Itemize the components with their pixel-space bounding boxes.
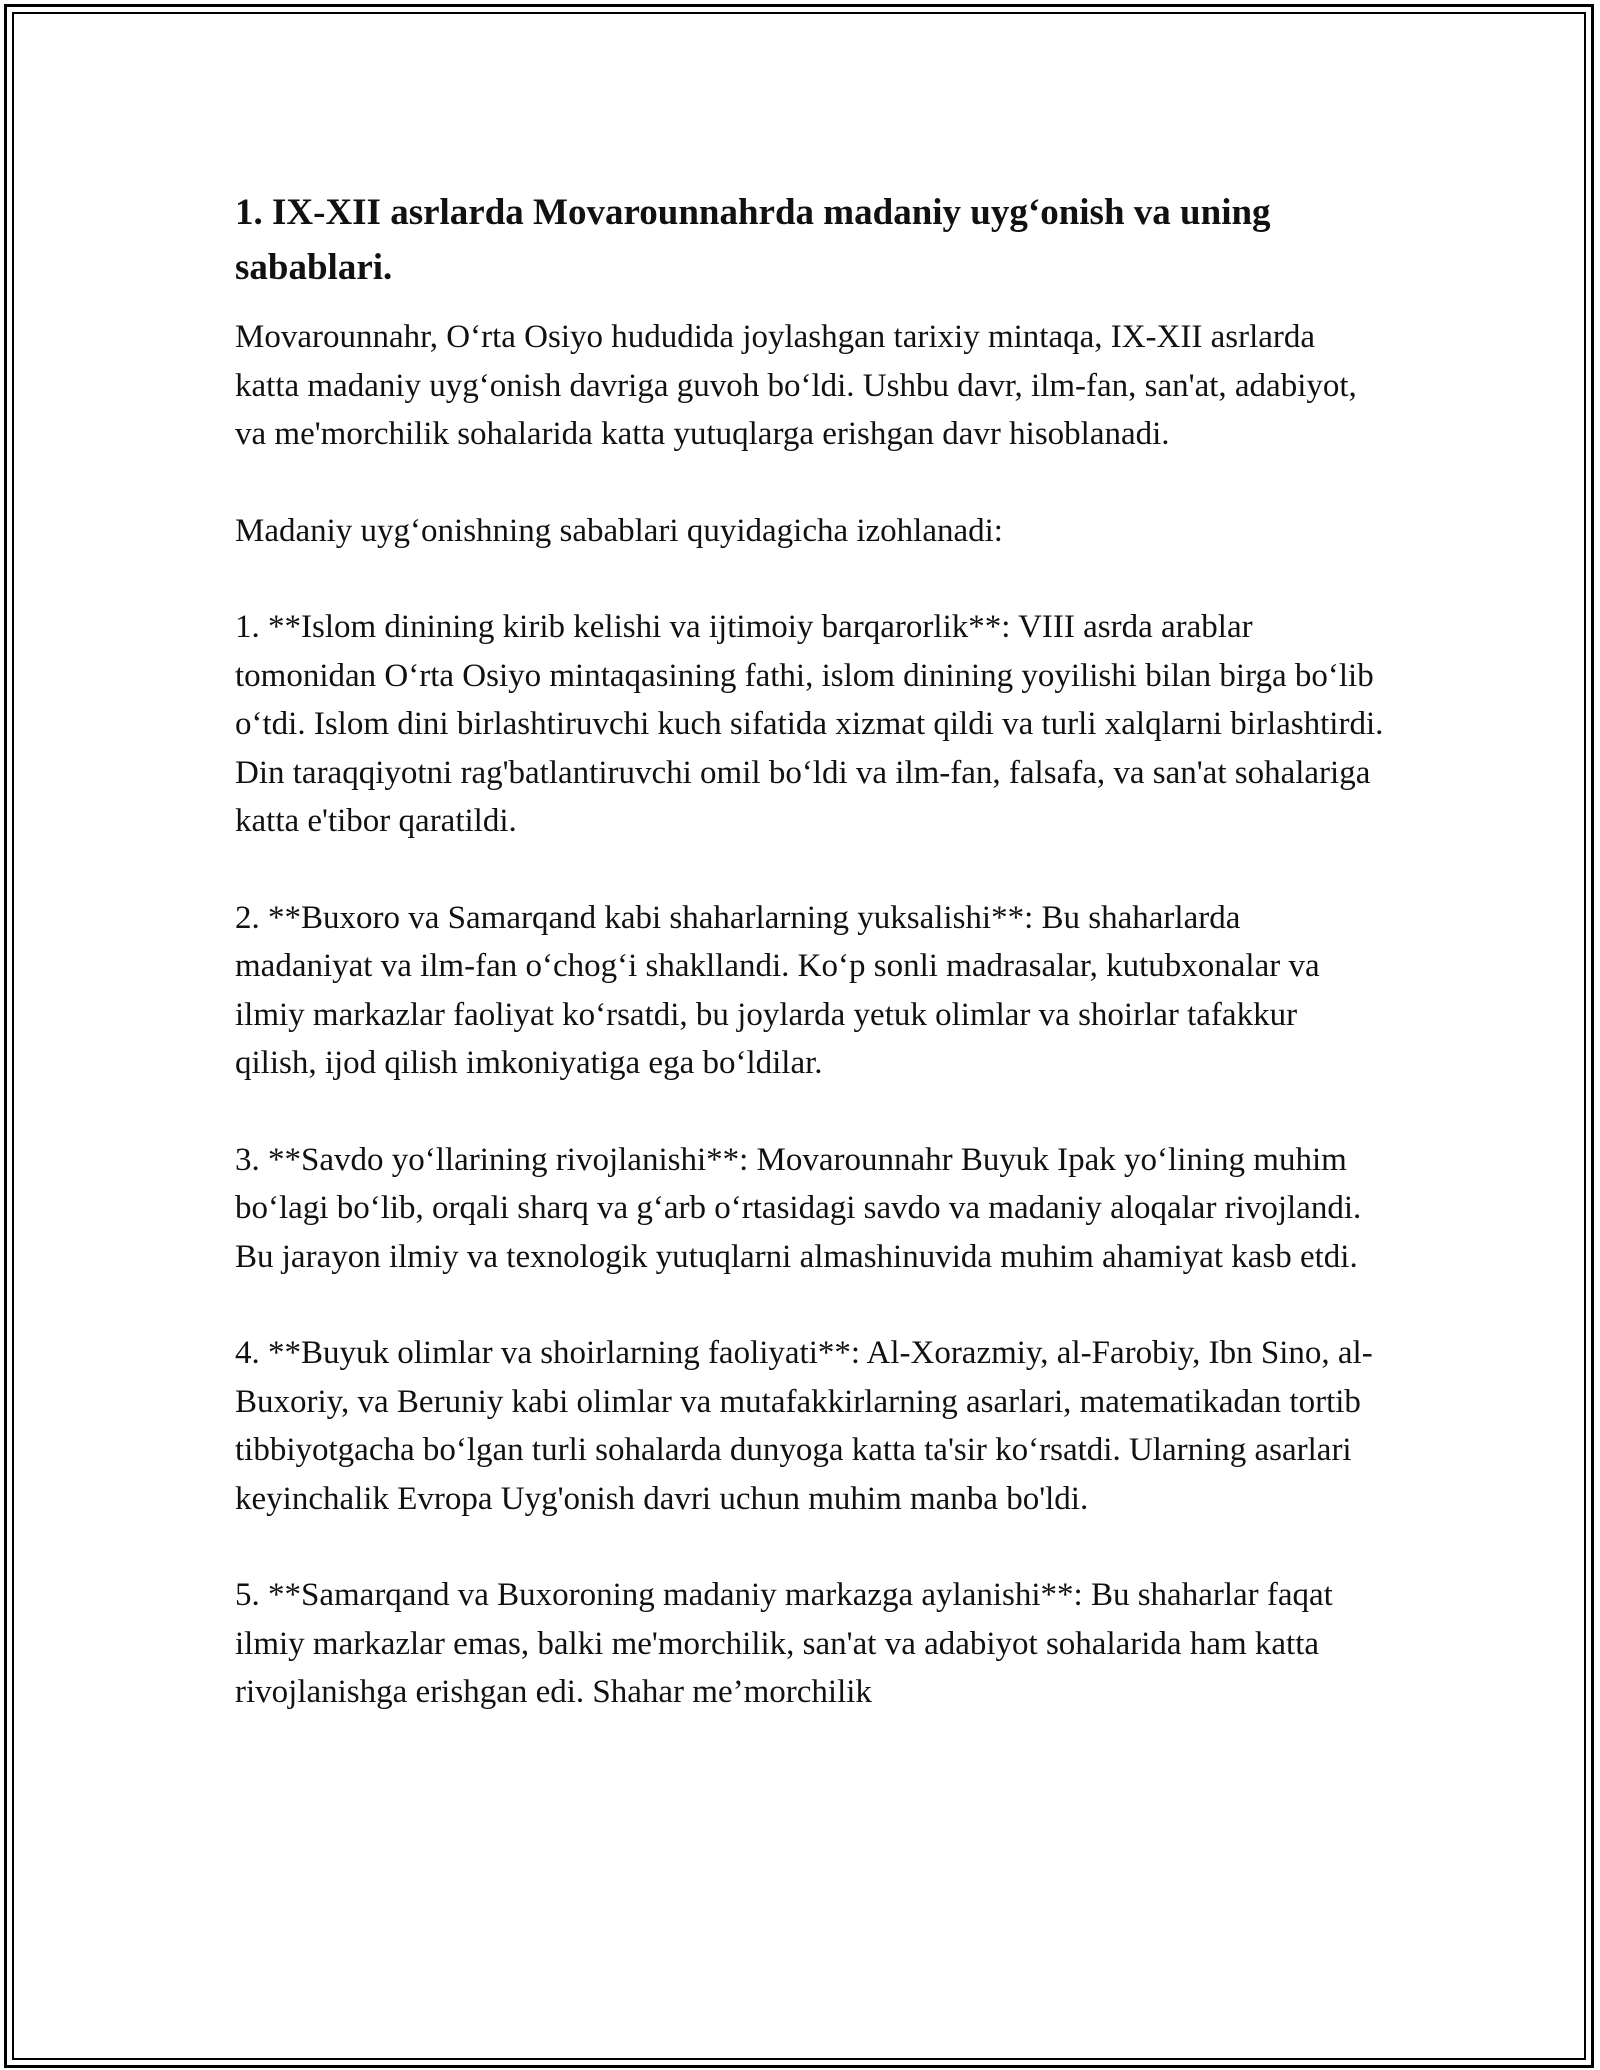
document-title: 1. IX-XII asrlarda Movarounnahrda madaniy uyg‘onish va uning sabablari. xyxy=(235,192,1271,288)
cause-1-paragraph: 1. **Islom dinining kirib kelishi va ijtimoiy barqarorlik**: VIII asrda arablar tomonidan O‘rta Osiyo mintaqasining fathi, islom dinining yoyilishi bilan birga bo‘lib o‘tdi. Islom dini birlashtiruvchi kuch sifatida xizmat qildi va turli xalqlarni birlashtirdi. Din taraqqiyotni rag'batlantiruvchi omil bo‘ldi va ilm-fan, falsafa, va san'at sohalariga katta e'tibor qaratildi. xyxy=(235,609,1384,839)
cause-5-paragraph: 5. **Samarqand va Buxoroning madaniy markazga aylanishi**: Bu shaharlar faqat ilmiy markazlar emas, balki me'morchilik, san'at va adabiyot sohalarida ham katta rivojlanishga erishgan edi. Shahar me’morchilik xyxy=(235,1577,1333,1710)
intro-paragraph: Movarounnahr, O‘rta Osiyo hududida joylashgan tarixiy mintaqa, IX-XII asrlarda katta madaniy uyg‘onish davriga guvoh bo‘ldi. Ushbu davr, ilm-fan, san'at, adabiyot, va me'morchilik sohalarida katta yutuqlarga erishgan davr hisoblanadi. xyxy=(235,319,1357,452)
cause-2-paragraph: 2. **Buxoro va Samarqand kabi shaharlarning yuksalishi**: Bu shaharlarda madaniyat va ilm-fan o‘chog‘i shakllandi. Ko‘p sonli madrasalar, kutubxonalar va ilmiy markazlar faoliyat ko‘rsatdi, bu joylarda yetuk olimlar va shoirlar tafakkur qilish, ijod qilish imkoniyatiga ega bo‘ldilar. xyxy=(235,899,1320,1081)
document-body xyxy=(235,185,1385,1765)
causes-intro-paragraph: Madaniy uyg‘onishning sabablari quyidagicha izohlanadi: xyxy=(235,512,1003,549)
cause-3-paragraph: 3. **Savdo yo‘llarining rivojlanishi**: Movarounnahr Buyuk Ipak yo‘lining muhim bo‘lagi bo‘lib, orqali sharq va g‘arb o‘rtasidagi savdo va madaniy aloqalar rivojlandi. Bu jarayon ilmiy va texnologik yutuqlarni almashinuvida muhim ahamiyat kasb etdi. xyxy=(235,1141,1362,1275)
cause-4-paragraph: 4. **Buyuk olimlar va shoirlarning faoliyati**: Al-Xorazmiy, al-Farobiy, Ibn Sino, al-Buxoriy, va Beruniy kabi olimlar va mutafakkirlarning asarlari, matematikadan tortib tibbiyotgacha bo‘lgan turli sohalarda dunyoga katta ta'sir ko‘rsatdi. Ularning asarlari keyinchalik Evropa Uyg'onish davri uchun muhim manba bo'ldi. xyxy=(235,1335,1373,1517)
